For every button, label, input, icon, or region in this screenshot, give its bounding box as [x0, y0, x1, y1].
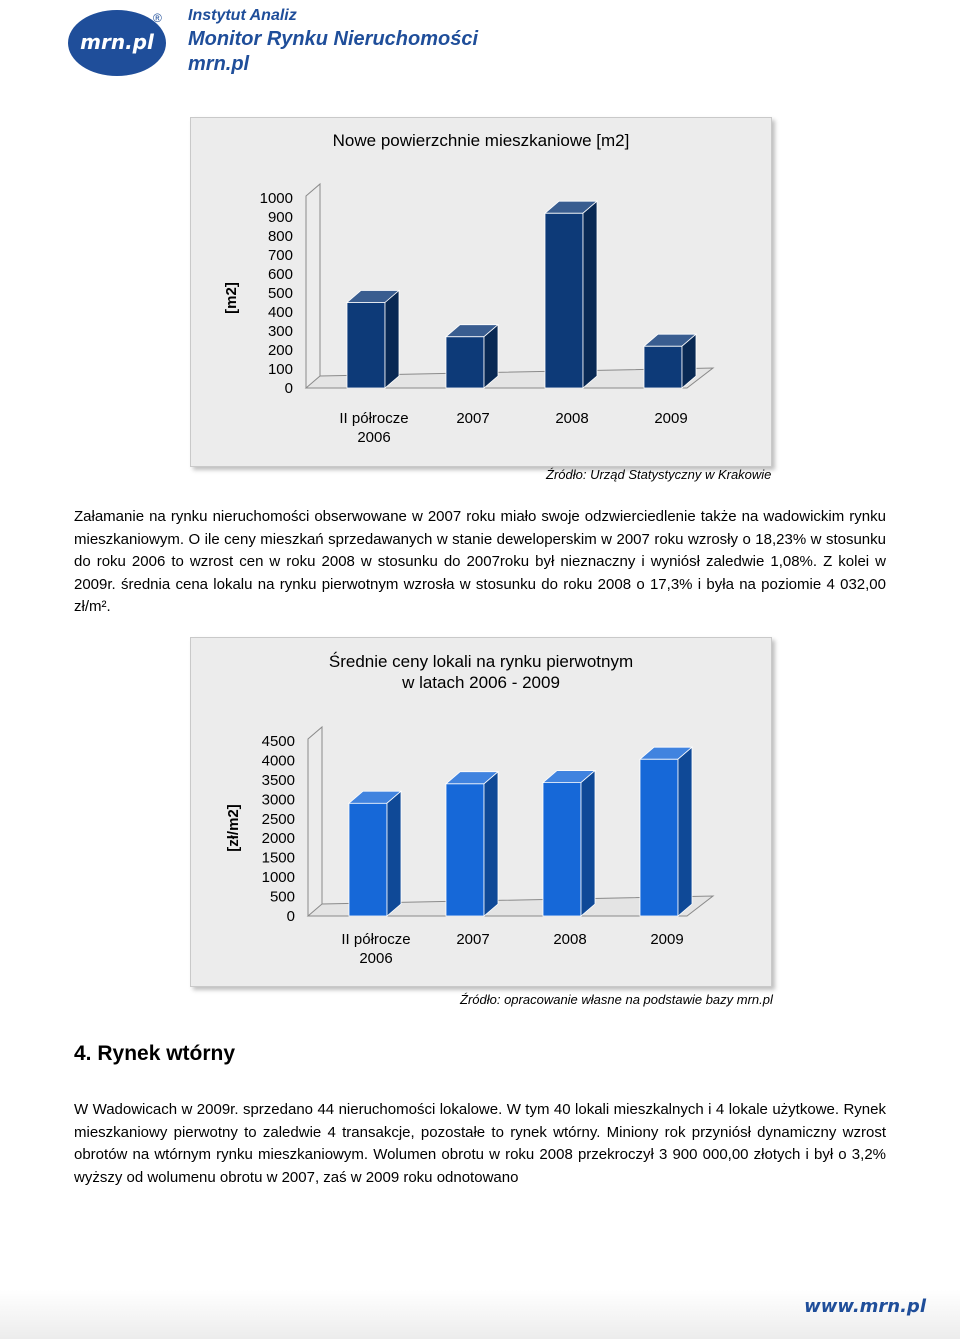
institute-line-2: Monitor Rynku Nieruchomości — [188, 28, 479, 50]
registered-mark: ® — [153, 11, 162, 25]
bar-front — [543, 783, 581, 916]
logo-text: mrn.pl — [80, 30, 154, 54]
chart-plot — [191, 638, 771, 986]
bar-front — [640, 759, 678, 916]
y-axis-label: [zł/m2] — [225, 804, 242, 852]
y-tick-label: 600 — [267, 266, 293, 283]
institute-line-3: mrn.pl — [188, 53, 250, 75]
institute-line-1: Instytut Analiz — [188, 7, 297, 24]
x-tick-label: II półrocze — [339, 410, 409, 427]
bar-front — [644, 346, 682, 388]
y-tick-label: 3500 — [261, 771, 295, 789]
y-tick-label: 100 — [267, 361, 293, 378]
x-tick-label: 2009 — [650, 931, 684, 948]
bar — [446, 772, 498, 916]
y-tick-label: 400 — [267, 304, 293, 321]
chart-average-prices — [190, 637, 772, 987]
y-tick-label: 1500 — [261, 849, 295, 867]
y-tick-label: 900 — [267, 209, 293, 226]
bar-front — [446, 784, 484, 916]
bar-front — [347, 303, 385, 389]
footer-url: www.mrn.pl — [804, 1296, 926, 1317]
y-tick-label: 200 — [267, 342, 293, 359]
page-header — [0, 0, 960, 90]
x-tick-label: 2006 — [357, 429, 391, 446]
bar — [640, 747, 692, 916]
bar — [446, 325, 498, 388]
mrn-logo — [68, 10, 166, 76]
chart-back-wall — [308, 727, 322, 916]
x-tick-label: 2006 — [359, 950, 393, 967]
bar-side — [387, 791, 401, 916]
y-tick-label: 500 — [269, 888, 295, 906]
chart-new-floor-area — [190, 117, 772, 467]
y-tick-label: 4500 — [261, 733, 295, 750]
x-tick-label: II półrocze — [341, 931, 411, 948]
y-tick-label: 0 — [286, 908, 295, 925]
bar — [545, 201, 597, 388]
y-tick-label: 4000 — [261, 752, 295, 770]
chart-title: Nowe powierzchnie mieszkaniowe [m2] — [332, 131, 630, 150]
x-tick-label: 2008 — [553, 931, 587, 948]
chart-back-wall — [306, 184, 320, 388]
bar-front — [446, 337, 484, 388]
chart-title-line-2: w latach 2006 - 2009 — [402, 673, 560, 692]
bar-front — [545, 213, 583, 388]
chart-source: Źródło: Urząd Statystyczny w Krakowie — [546, 467, 772, 482]
bar-side — [678, 747, 692, 916]
y-tick-label: 1000 — [261, 869, 295, 887]
paragraph-primary-market: Załamanie na rynku nieruchomości obserwowane w 2007 roku miało swoje odzwierciedlenie także na wadowickim rynku mieszkaniowym. O ile ceny mieszkań sprzedawanych w stanie deweloperskim w 2007 roku wzrosły o 18,23% w stosunku do roku 2006 to wzrost cen w roku 2008 w stosunku do 2007roku był nieznaczny i wyniósł zaledwie 1,08%. Z kolei w 2009r. średnia cena lokalu na rynku pierwotnym wzrosła w stosunku do roku 2008 o 17,3% i była na poziomie 4 032,00 zł/m². — [74, 508, 886, 616]
chart-plot — [191, 118, 771, 466]
institute-name — [188, 6, 478, 76]
bar-front — [349, 803, 387, 916]
y-tick-label: 800 — [267, 228, 293, 245]
chart-source: Źródło: opracowanie własne na podstawie bazy mrn.pl — [460, 992, 773, 1007]
y-tick-label: 500 — [267, 285, 293, 302]
bar-side — [583, 201, 597, 388]
y-tick-label: 1000 — [259, 190, 293, 207]
bar-side — [385, 291, 399, 389]
x-tick-label: 2007 — [456, 410, 490, 427]
x-tick-label: 2007 — [456, 931, 490, 948]
bar — [349, 791, 401, 916]
y-tick-label: 700 — [267, 247, 293, 264]
section-title: 4. Rynek wtórny — [74, 1042, 236, 1065]
y-tick-label: 2500 — [261, 810, 295, 828]
x-tick-label: 2009 — [654, 410, 688, 427]
bar — [347, 291, 399, 389]
bar-side — [484, 772, 498, 916]
x-tick-label: 2008 — [555, 410, 589, 427]
y-tick-label: 0 — [284, 380, 293, 397]
bar-side — [581, 771, 595, 916]
paragraph-secondary-market: W Wadowicach w 2009r. sprzedano 44 nieruchomości lokalowe. W tym 40 lokali mieszkalnych i 4 lokale użytkowe. Rynek mieszkaniowy pierwotny to zaledwie 4 transakcje, pozostałe to rynek wtórny. Miniony rok przyniósł dynamiczny wzrost obrotów na wtórnym rynku mieszkaniowym. Wolumen obrotu w roku 2008 przekroczył 3 900 000,00 złotych i był o 3,2% wyższy od wolumenu obrotu w 2007, zaś w 2009 roku odnotowano — [74, 1101, 886, 1186]
y-tick-label: 300 — [267, 323, 293, 340]
y-tick-label: 3000 — [261, 791, 295, 809]
bar — [644, 334, 696, 388]
chart-title-line-1: Średnie ceny lokali na rynku pierwotnym — [328, 652, 634, 671]
y-tick-label: 2000 — [261, 830, 295, 848]
bar — [543, 771, 595, 916]
y-axis-label: [m2] — [223, 282, 240, 314]
